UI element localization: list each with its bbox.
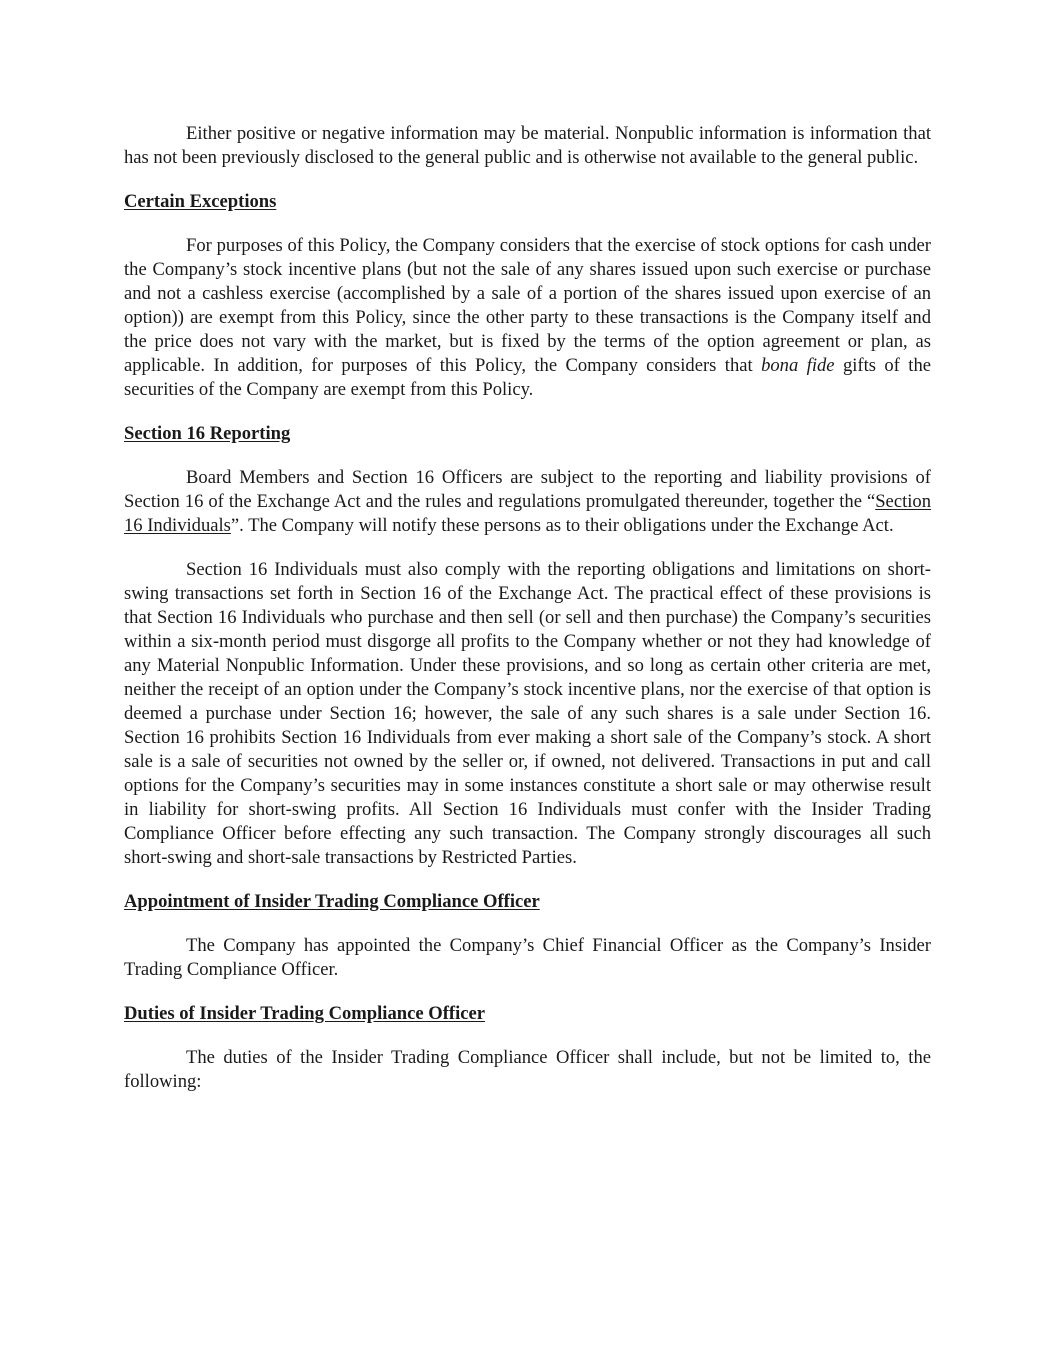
paragraph-duties: The duties of the Insider Trading Compliance Officer shall include, but not be limited to, the following:	[124, 1047, 931, 1092]
paragraph-exceptions-text-b: gifts of the securities of the Company are exempt from this Policy.	[124, 355, 931, 400]
defined-term-section-16-individuals: Section 16 Individuals	[124, 491, 931, 536]
heading-appointment-compliance-officer: Appointment of Insider Trading Compliance Officer	[124, 891, 540, 912]
bona-fide-term: bona fide	[761, 355, 835, 376]
paragraph-material-information: Either positive or negative information may be material. Nonpublic information is information that has not been previously disclosed to the general public and is otherwise not available to the general public.	[124, 123, 931, 168]
heading-section-16-reporting: Section 16 Reporting	[124, 423, 291, 444]
paragraph-exceptions-text-a: For purposes of this Policy, the Company considers that the exercise of stock options for cash under the Company’s stock incentive plans (but not the sale of any shares issued upon such exercise or purchase and not a cashless exercise (accomplished by a sale of a portion of the shares issued upon exercise of an option)) are exempt from this Policy, since the other party to these transactions is the Company itself and the price does not vary with the market, but is fixed by the terms of the option agreement or plan, as applicable. In addition, for purposes of this Policy, the Company considers that	[124, 235, 931, 376]
heading-certain-exceptions: Certain Exceptions	[124, 191, 277, 212]
paragraph-short-swing-transactions: Section 16 Individuals must also comply with the reporting obligations and limitations on short-swing transactions set forth in Section 16 of the Exchange Act. The practical effect of these provisions is that Section 16 Individuals who purchase and then sell (or sell and then purchase) the Company’s securities within a six-month period must disgorge all profits to the Company whether or not they had knowledge of any Material Nonpublic Information. Under these provisions, and so long as certain other criteria are met, neither the receipt of an option under the Company’s stock incentive plans, nor the exercise of that option is deemed a purchase under Section 16; however, the sale of any such shares is a sale under Section 16. Section 16 prohibits Section 16 Individuals from ever making a short sale of the Company’s stock. A short sale is a sale of securities not owned by the seller or, if owned, not delivered. Transactions in put and call options for the Company’s securities may in some instances constitute a short sale or may otherwise result in liability for short-swing profits. All Section 16 Individuals must confer with the Insider Trading Compliance Officer before effecting any such transaction. The Company strongly discourages all such short-swing and short-sale transactions by Restricted Parties.	[124, 559, 931, 868]
paragraph-exceptions	[124, 234, 931, 402]
heading-duties-compliance-officer: Duties of Insider Trading Compliance Officer	[124, 1003, 486, 1024]
paragraph-section-16-individuals	[124, 466, 931, 538]
document-page	[124, 122, 931, 1114]
paragraph-section-16-text-b: ”. The Company will notify these persons as to their obligations under the Exchange Act.	[230, 515, 894, 536]
paragraph-appointment: The Company has appointed the Company’s Chief Financial Officer as the Company’s Insider Trading Compliance Officer.	[124, 935, 931, 980]
paragraph-section-16-text-a: Board Members and Section 16 Officers are subject to the reporting and liability provisions of Section 16 of the Exchange Act and the rules and regulations promulgated thereunder, together the “	[124, 467, 931, 512]
